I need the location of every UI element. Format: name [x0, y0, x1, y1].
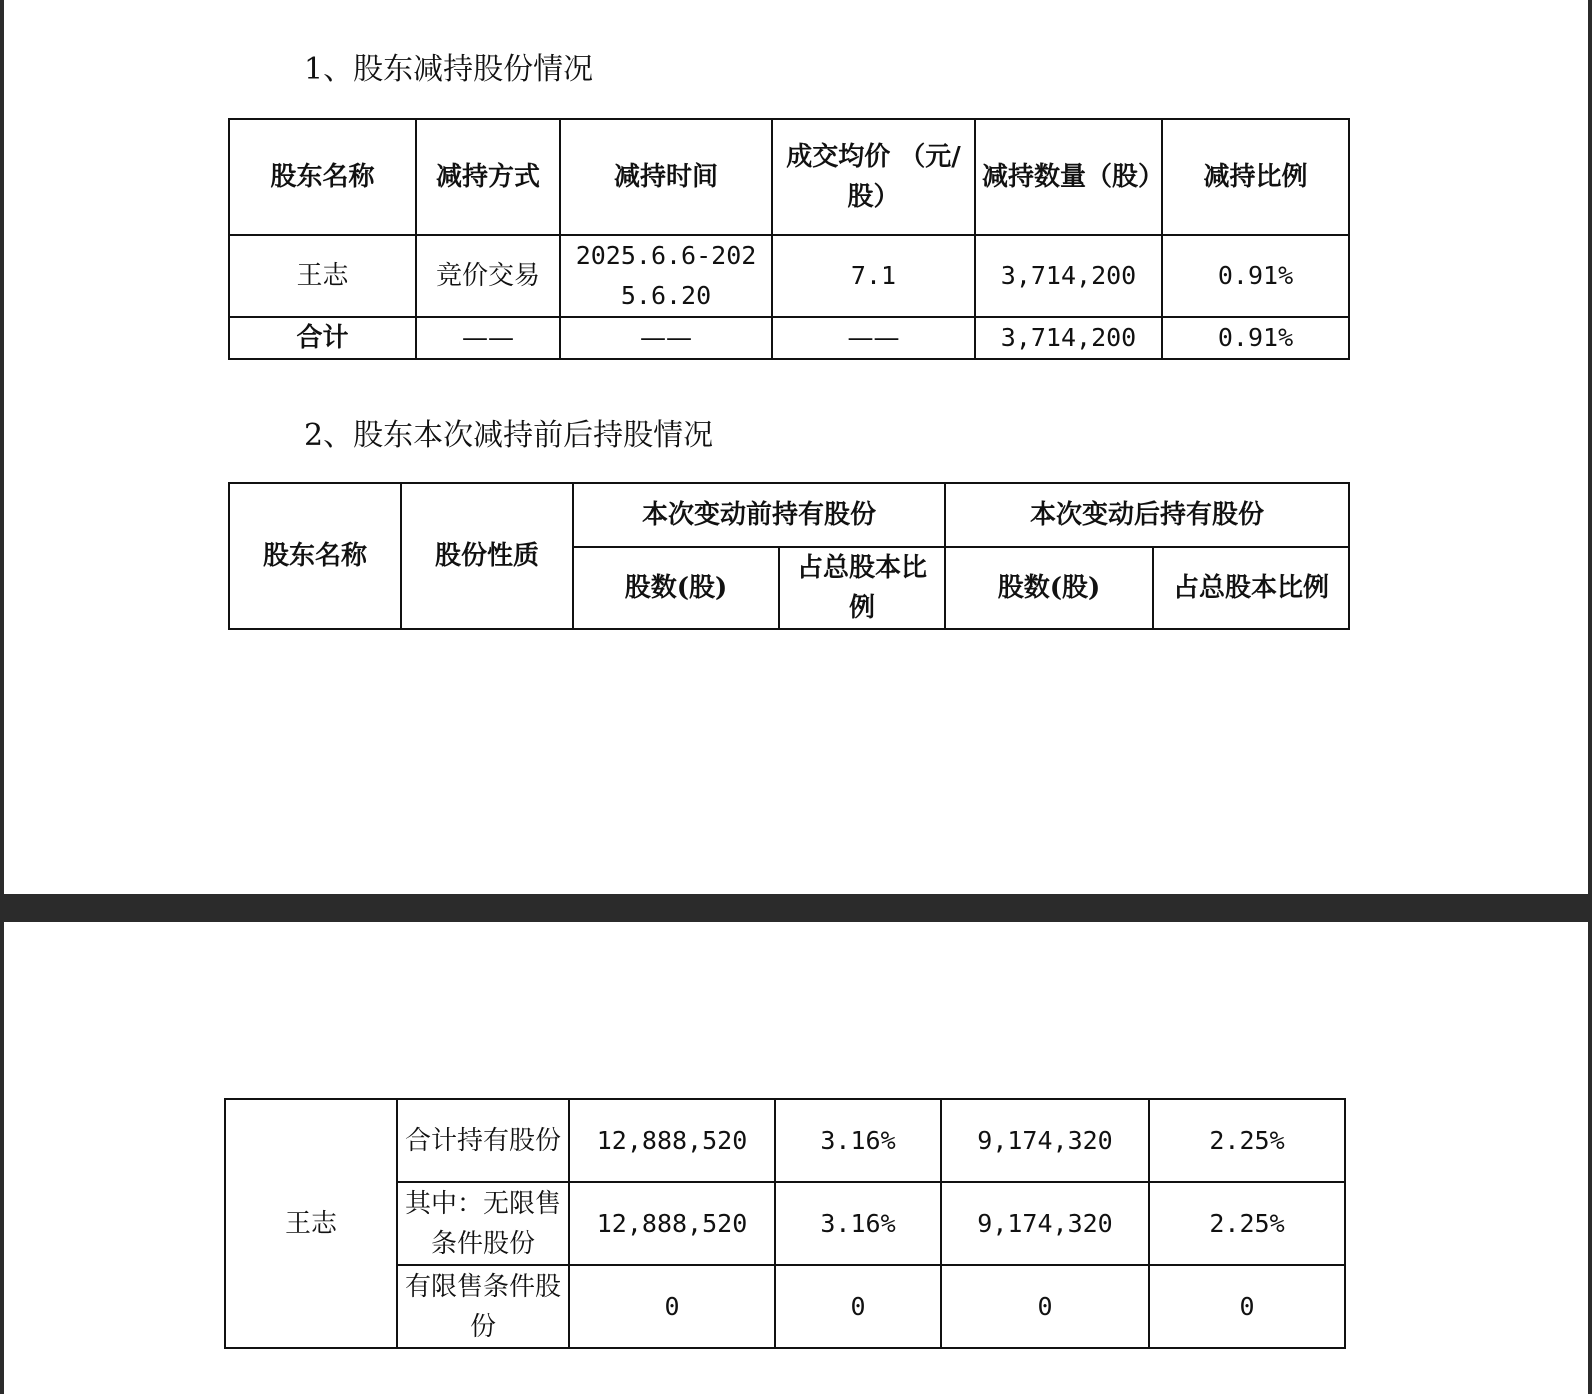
col-header-shares-after: 股数(股)	[945, 547, 1153, 629]
cell-quantity: 3,714,200	[975, 235, 1162, 317]
table-header-row	[229, 483, 1349, 547]
cell-period: 2025.6.6-2025.6.20	[560, 235, 772, 317]
cell-holder-name: 王志	[225, 1099, 397, 1348]
cell-total-quantity: 3,714,200	[975, 317, 1162, 359]
col-header-nature: 股份性质	[401, 483, 573, 629]
col-header-ratio: 减持比例	[1162, 119, 1349, 235]
cell-shares-after: 9,174,320	[941, 1182, 1149, 1265]
reduction-table	[228, 118, 1350, 360]
cell-total-method: ——	[416, 317, 560, 359]
col-header-avg-price: 成交均价 （元/股）	[772, 119, 975, 235]
cell-share-nature: 合计持有股份	[397, 1099, 569, 1182]
col-header-name: 股东名称	[229, 119, 416, 235]
cell-share-nature: 有限售条件股份	[397, 1265, 569, 1348]
col-header-after: 本次变动后持有股份	[945, 483, 1349, 547]
document-page-2	[4, 922, 1588, 1394]
cell-total-label: 合计	[229, 317, 416, 359]
cell-total-price: ——	[772, 317, 975, 359]
col-header-ratio-after: 占总股本比例	[1153, 547, 1349, 629]
cell-ratio-before: 0	[775, 1265, 941, 1348]
table-header-row	[229, 119, 1349, 235]
col-header-shares-before: 股数(股)	[573, 547, 779, 629]
col-header-name: 股东名称	[229, 483, 401, 629]
cell-shares-before: 0	[569, 1265, 775, 1348]
col-header-method: 减持方式	[416, 119, 560, 235]
cell-ratio-before: 3.16%	[775, 1182, 941, 1265]
cell-total-ratio: 0.91%	[1162, 317, 1349, 359]
table-row	[229, 235, 1349, 317]
section2-title: 2、股东本次减持前后持股情况	[304, 418, 714, 453]
cell-ratio: 0.91%	[1162, 235, 1349, 317]
cell-ratio-after: 2.25%	[1149, 1099, 1345, 1182]
holdings-table-body	[224, 1098, 1346, 1349]
document-page-1	[4, 0, 1588, 894]
cell-share-nature: 其中：无限售条件股份	[397, 1182, 569, 1265]
table-row	[225, 1099, 1345, 1182]
cell-ratio-before: 3.16%	[775, 1099, 941, 1182]
cell-shares-before: 12,888,520	[569, 1099, 775, 1182]
cell-shares-after: 0	[941, 1265, 1149, 1348]
cell-shares-before: 12,888,520	[569, 1182, 775, 1265]
holdings-table-header	[228, 482, 1350, 630]
col-header-period: 减持时间	[560, 119, 772, 235]
col-header-ratio-before: 占总股本比例	[779, 547, 945, 629]
cell-name: 王志	[229, 235, 416, 317]
cell-ratio-after: 2.25%	[1149, 1182, 1345, 1265]
cell-ratio-after: 0	[1149, 1265, 1345, 1348]
section1-title: 1、股东减持股份情况	[304, 52, 594, 87]
cell-method: 竞价交易	[416, 235, 560, 317]
cell-shares-after: 9,174,320	[941, 1099, 1149, 1182]
col-header-before: 本次变动前持有股份	[573, 483, 945, 547]
cell-avg-price: 7.1	[772, 235, 975, 317]
col-header-quantity: 减持数量（股）	[975, 119, 1162, 235]
table-total-row	[229, 317, 1349, 359]
cell-total-period: ——	[560, 317, 772, 359]
